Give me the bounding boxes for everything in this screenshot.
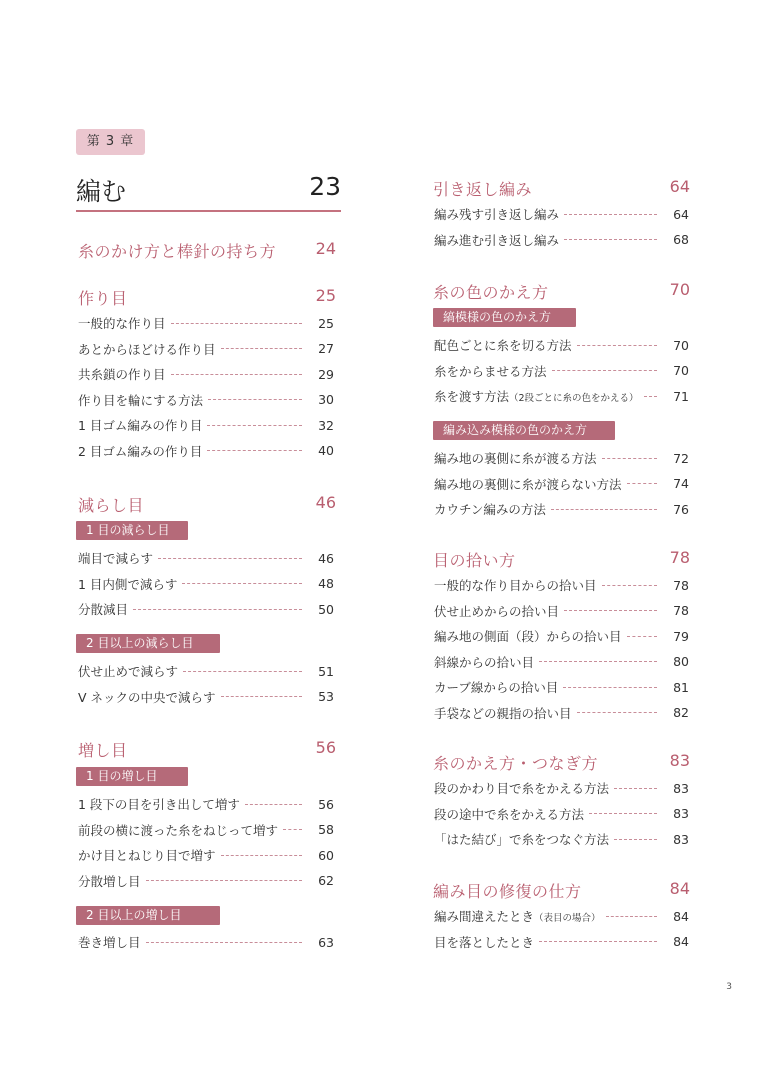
section-title[interactable]: 引き返し編み	[433, 180, 533, 199]
toc-entry[interactable]: 共糸鎖の作り目 29	[78, 366, 334, 382]
toc-entry[interactable]: 一般的な作り目からの拾い目 78	[434, 577, 689, 593]
toc-entry[interactable]: 糸をからませる方法 70	[434, 363, 689, 379]
toc-entry[interactable]: 配色ごとに糸を切る方法 70	[434, 337, 689, 353]
toc-list	[434, 575, 689, 723]
section-page: 56	[315, 738, 336, 757]
subsection-label: 2 目以上の減らし目	[76, 634, 220, 653]
toc-entry[interactable]: 作り目を輪にする方法 30	[78, 392, 334, 408]
section-page: 25	[315, 286, 336, 305]
chapter-page: 23	[309, 172, 341, 201]
section-title[interactable]: 目の拾い方	[433, 551, 516, 570]
section-title[interactable]: 減らし目	[78, 496, 145, 515]
toc-list	[78, 794, 334, 891]
toc-list	[434, 204, 689, 250]
toc-entry[interactable]: 「はた結び」で糸をつなぐ方法 83	[434, 831, 689, 847]
toc-list	[434, 335, 689, 406]
toc-entry[interactable]: 編み地の裏側に糸が渡らない方法 74	[434, 476, 689, 492]
toc-entry[interactable]: 斜線からの拾い目 80	[434, 654, 689, 670]
toc-entry[interactable]: あとからほどける作り目 27	[78, 341, 334, 357]
toc-list	[78, 313, 334, 461]
section-title[interactable]: 編み目の修復の仕方	[433, 882, 582, 901]
section-title[interactable]: 糸の色のかえ方	[433, 283, 549, 302]
section-page: 46	[315, 493, 336, 512]
toc-entry[interactable]: 巻き増し目 63	[78, 934, 334, 950]
toc-entry[interactable]: 端目で減らす 46	[78, 550, 334, 566]
section-page: 78	[669, 548, 690, 567]
toc-entry[interactable]: 目を落としたとき 84	[434, 934, 689, 950]
toc-entry[interactable]: 段のかわり目で糸をかえる方法 83	[434, 780, 689, 796]
subsection-label: 編み込み模様の色のかえ方	[433, 421, 615, 440]
section-title[interactable]: 作り目	[78, 289, 128, 308]
toc-entry[interactable]: 前段の横に渡った糸をねじって増す 58	[78, 822, 334, 838]
toc-entry[interactable]: 伏せ止めからの拾い目 78	[434, 603, 689, 619]
section-page: 70	[669, 280, 690, 299]
toc-entry[interactable]: 編み残す引き返し編み 64	[434, 206, 689, 222]
toc-entry[interactable]: 手袋などの親指の拾い目 82	[434, 705, 689, 721]
subsection-label: 縞模様の色のかえ方	[433, 308, 576, 327]
toc-entry[interactable]: 2 目ゴム編みの作り目 40	[78, 443, 334, 459]
section-page: 24	[315, 239, 336, 258]
subsection-label: 1 目の増し目	[76, 767, 188, 786]
subsection-label: 2 目以上の増し目	[76, 906, 220, 925]
subsection-label: 1 目の減らし目	[76, 521, 188, 540]
toc-list	[78, 932, 334, 952]
toc-entry[interactable]: 1 目ゴム編みの作り目 32	[78, 417, 334, 433]
section-page: 83	[669, 751, 690, 770]
section-title[interactable]: 糸のかけ方と棒針の持ち方	[78, 242, 277, 261]
toc-list	[434, 778, 689, 849]
toc-entry[interactable]: 1 目内側で減らす 48	[78, 576, 334, 592]
toc-entry[interactable]: 一般的な作り目 25	[78, 315, 334, 331]
section-page: 84	[669, 879, 690, 898]
toc-entry[interactable]: 段の途中で糸をかえる方法 83	[434, 806, 689, 822]
toc-entry[interactable]: 編み地の裏側に糸が渡る方法 72	[434, 450, 689, 466]
chapter-title: 編む	[76, 177, 127, 206]
toc-entry[interactable]: 分散減目 50	[78, 601, 334, 617]
toc-entry[interactable]: 編み進む引き返し編み 68	[434, 232, 689, 248]
toc-entry[interactable]: V ネックの中央で減らす 53	[78, 689, 334, 705]
toc-list	[434, 448, 689, 519]
toc-entry[interactable]: 編み間違えたとき（表目の場合） 84	[434, 908, 689, 924]
toc-entry[interactable]: かけ目とねじり目で増す 60	[78, 847, 334, 863]
section-title[interactable]: 増し目	[78, 741, 128, 760]
toc-entry[interactable]: 伏せ止めで減らす 51	[78, 663, 334, 679]
toc-entry[interactable]: 分散増し目 62	[78, 873, 334, 889]
toc-entry[interactable]: 糸を渡す方法（2段ごとに糸の色をかえる） 71	[434, 388, 689, 404]
section-page: 64	[669, 177, 690, 196]
toc-list	[78, 548, 334, 619]
chapter-badge: 第 3 章	[76, 129, 145, 155]
toc-list	[78, 661, 334, 707]
page-number: 3	[726, 982, 732, 992]
toc-entry[interactable]: 1 段下の目を引き出して増す 56	[78, 796, 334, 812]
toc-entry[interactable]: カーブ線からの拾い目 81	[434, 679, 689, 695]
toc-entry[interactable]: 編み地の側面（段）からの拾い目 79	[434, 628, 689, 644]
section-title[interactable]: 糸のかえ方・つなぎ方	[433, 754, 599, 773]
chapter-rule	[76, 210, 341, 212]
toc-list	[434, 906, 689, 952]
toc-entry[interactable]: カウチン編みの方法 76	[434, 501, 689, 517]
